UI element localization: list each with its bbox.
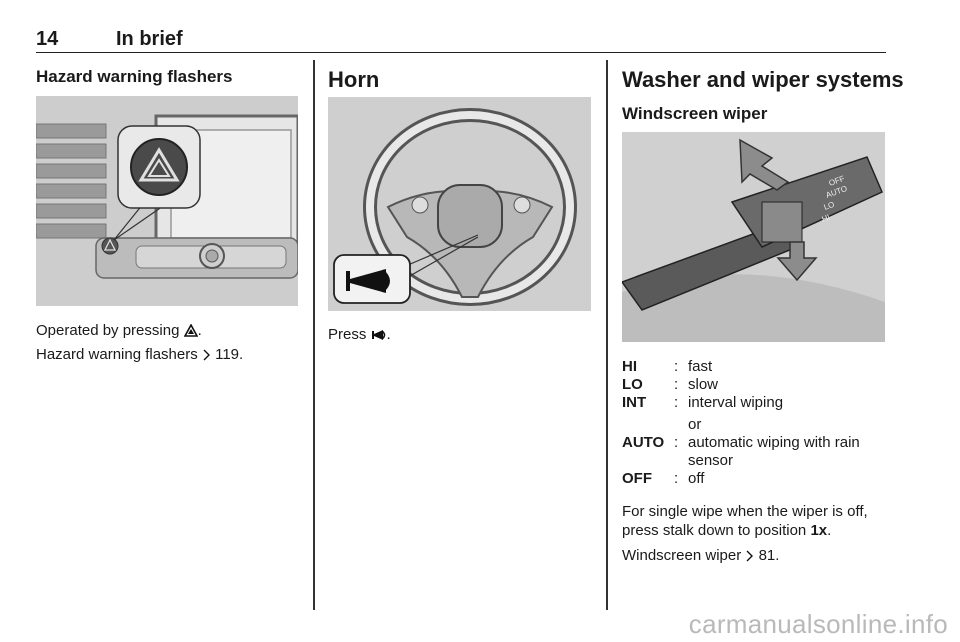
- hazard-reference: Hazard warning flashers 119.: [36, 345, 298, 366]
- definition-term: INT: [622, 394, 647, 411]
- wiper-figure: [622, 132, 885, 342]
- wiper-definitions: [622, 358, 887, 488]
- definition-term: HI: [622, 358, 637, 375]
- page-number: 14: [36, 28, 59, 50]
- definition-term: AUTO: [622, 434, 665, 451]
- stalk-label-auto: AUTO: [824, 183, 849, 200]
- definition-desc: slow: [688, 376, 719, 393]
- stalk-label-lo: LO: [822, 199, 836, 212]
- horn-figure: [328, 97, 591, 311]
- definition-row: OFF : off: [622, 470, 887, 488]
- watermark: carmanualsonline.info: [688, 609, 948, 639]
- wiper-reference: Windscreen wiper 81.: [622, 546, 888, 567]
- wiper-subheading: Windscreen wiper: [622, 104, 768, 123]
- stalk-label-off: OFF: [827, 173, 846, 188]
- definition-desc: automatic wiping with rain sensor: [688, 434, 860, 469]
- column-divider-left: [313, 60, 315, 610]
- definition-desc: interval wiping: [688, 394, 784, 411]
- page-header: [36, 28, 886, 53]
- hazard-triangle-icon: [184, 323, 198, 342]
- definition-desc: fast: [688, 358, 713, 375]
- hazard-figure: [36, 96, 298, 306]
- definition-row: LO : slow: [622, 376, 887, 394]
- hazard-heading: Hazard warning flashers: [36, 67, 233, 86]
- wiper-heading: Washer and wiper systems: [622, 67, 904, 92]
- horn-instruction: Press .: [328, 325, 591, 346]
- definition-term: LO: [622, 376, 643, 393]
- hazard-page-link[interactable]: 119.: [215, 346, 244, 363]
- definition-or: or: [688, 416, 702, 433]
- wiper-page-link[interactable]: 81.: [758, 547, 780, 564]
- column-divider-right: [606, 60, 608, 610]
- definition-row: INT : interval wiping: [622, 394, 887, 412]
- hazard-instruction: Operated by pressing .: [36, 321, 298, 342]
- horn-icon: [371, 327, 387, 346]
- definition-desc: off: [688, 470, 705, 487]
- horn-heading: Horn: [328, 67, 380, 92]
- reference-arrow-icon: [202, 347, 211, 366]
- reference-arrow-icon: [745, 548, 754, 567]
- definition-term: OFF: [622, 470, 652, 487]
- stalk-label-hi: HI: [820, 212, 832, 224]
- definition-row: AUTO : automatic wiping with rain sensor: [622, 434, 887, 470]
- definition-row: HI : fast: [622, 358, 887, 376]
- single-wipe-text: For single wipe when the wiper is off, press stalk down to position 1x.: [622, 503, 868, 539]
- section-title: In brief: [116, 28, 183, 50]
